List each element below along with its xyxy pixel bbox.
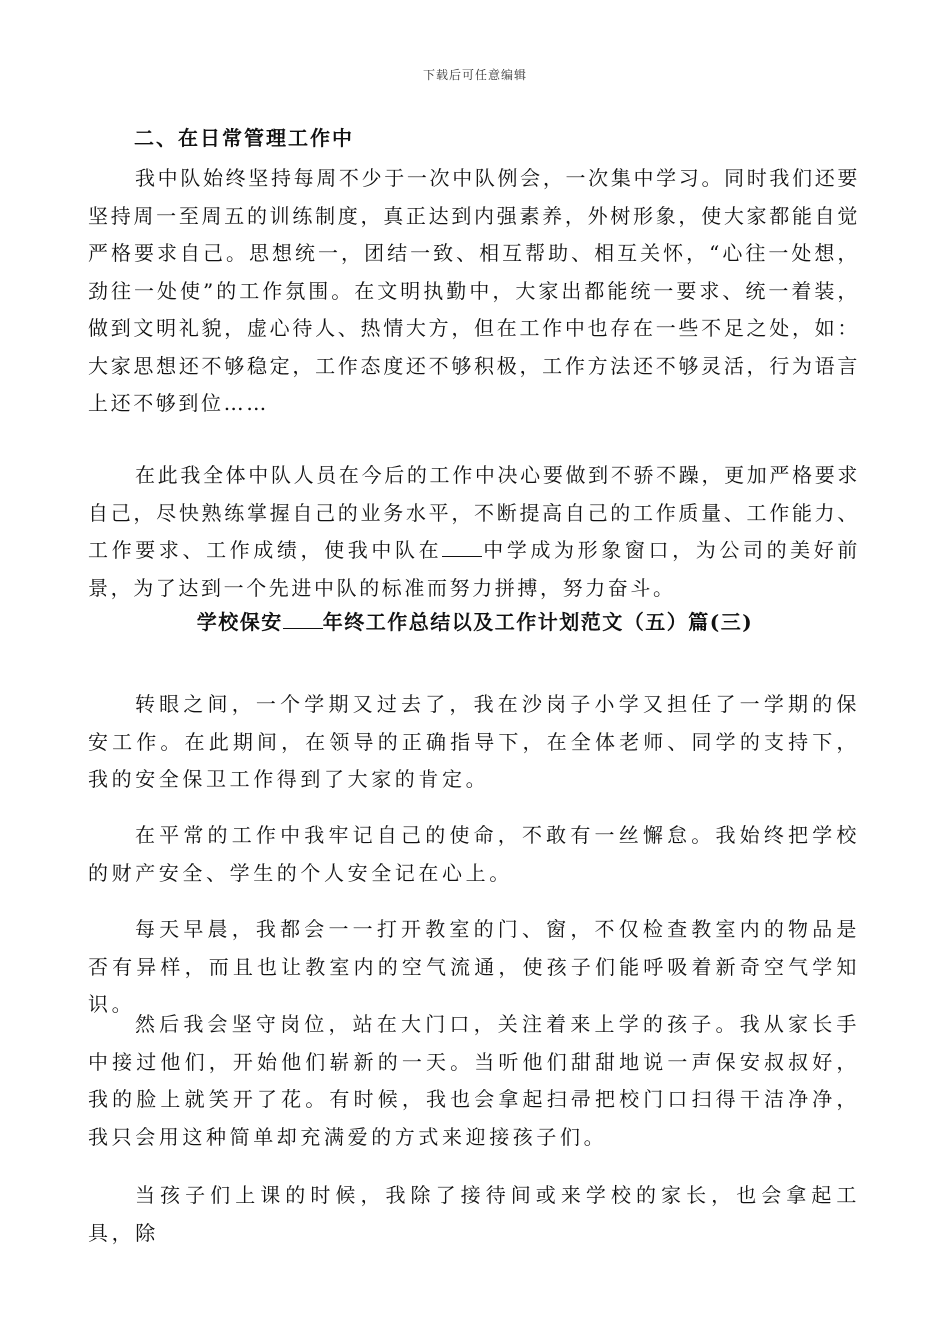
paragraph-daily-management: 我中队始终坚持每周不少于一次中队例会，一次集中学习。同时我们还要坚持周一至周五的训练制度，真正达到内强素养，外树形象，使大家都能自觉严格要求自己。思想统一，团结一致、相互帮助、相互关怀，“心往一处想，劲往一处使”的工作氛围。在文明执勤中，大家出都能统一要求、统一着装，做到文明礼貌，虚心待人、热情大方，但在工作中也存在一些不足之处，如：大家思想还不够稳定，工作态度还不够积极，工作方法还不够灵活，行为语言上还不够到位…… [88, 166, 860, 415]
section-heading: 二、在日常管理工作中 [134, 126, 354, 150]
article-title-part-1: 学校保安 [196, 610, 283, 634]
paragraph-gate-duty: 然后我会坚守岗位，站在大门口，关注着来上学的孩子。我从家长手中接过他们，开始他们崭新的一天。当听他们甜甜地说一声保安叔叔好，我的脸上就笑开了花。有时候，我也会拿起扫帚把校门口扫得干洁净净，我只会用这种简单却充满爱的方式来迎接孩子们。 [88, 1012, 860, 1149]
paragraph-mission: 在平常的工作中我牢记自己的使命，不敢有一丝懈怠。我始终把学校的财产安全、学生的个人安全记在心上。 [88, 823, 860, 885]
title-blank-underline [283, 614, 323, 629]
paragraph-commitment [88, 457, 860, 607]
article-title-part-2: 年终工作总结以及工作计划范文（五）篇(三) [322, 610, 754, 634]
header-note: 下载后可任意编辑 [422, 68, 527, 82]
article-title [0, 606, 950, 635]
paragraph-morning-routine: 每天早晨，我都会一一打开教室的门、窗，不仅检查教室内的物品是否有异样，而且也让教室内的空气流通，使孩子们能呼吸着新奇空气学知识。 [88, 917, 860, 1016]
paragraph-commitment-text-1: 在此我全体中队人员在今后的工作中决心要做到不骄不躁，更加严格要求自己，尽快熟练掌握自己的业务水平，不断提高自己的工作质量、工作能力、工作要求、工作成绩，使我中队在 [88, 463, 860, 562]
paragraph-commitment-text-2: 中学成为形象窗口，为公司的美好前景，为了达到一个先进中队的标准而努力拼搏，努力奋斗。 [88, 538, 861, 600]
blank-underline [442, 542, 482, 557]
paragraph-class-time: 当孩子们上课的时候，我除了接待间或来学校的家长，也会拿起工具，除 [88, 1183, 860, 1245]
paragraph-semester-review: 转眼之间，一个学期又过去了，我在沙岗子小学又担任了一学期的保安工作。在此期间，在领导的正确指导下，在全体老师、同学的支持下，我的安全保卫工作得到了大家的肯定。 [88, 692, 860, 791]
